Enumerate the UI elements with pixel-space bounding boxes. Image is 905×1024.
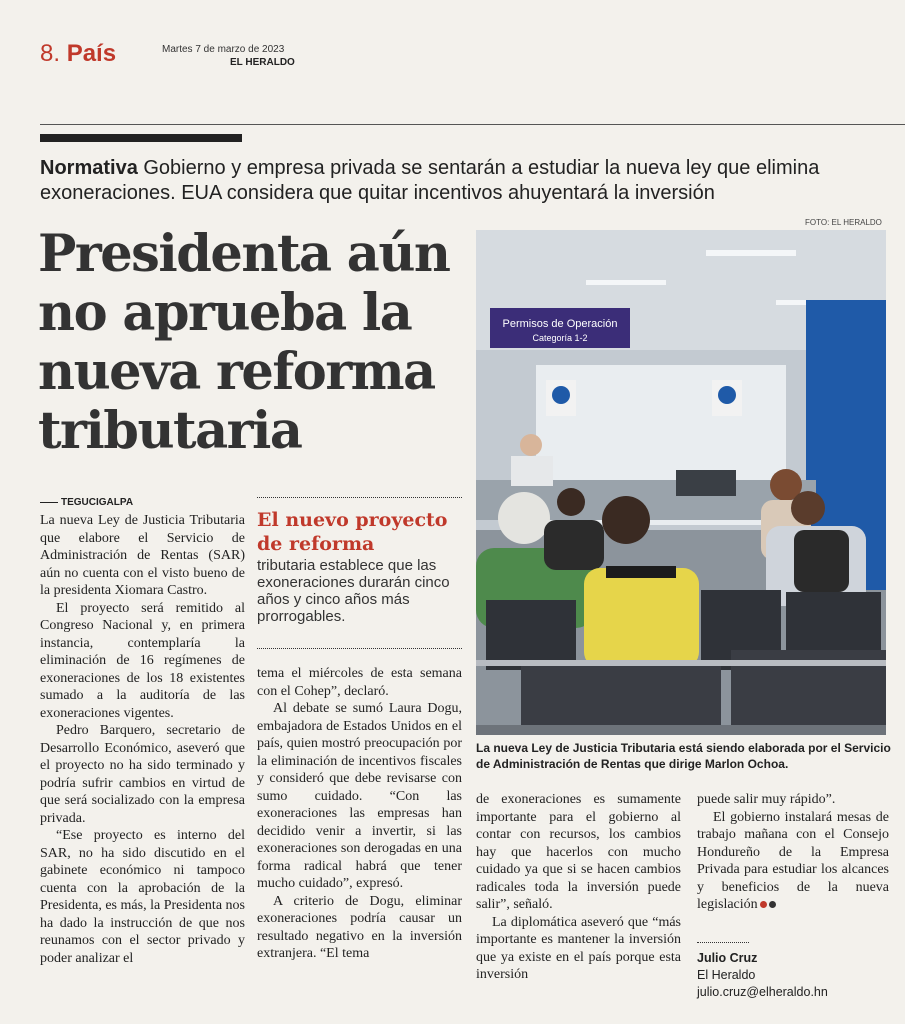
paragraph: de exoneraciones es sumamente importante para el gobierno al contar con recursos, los cambios hay que hacerlos con mucho cuidado ya que si se hacen cambios radicales toda la inversión puede salir”, señaló.	[476, 792, 681, 912]
paragraph: La nueva Ley de Justicia Tributaria que elabore el Servicio de Administración de Rentas (SAR) aún no cuenta con el visto bueno de la presidenta Xiomara Castro.	[40, 513, 245, 598]
paragraph: La diplomática aseveró que “más importante es mantener la inversión que ya existe en el país porque esta inversión	[476, 914, 681, 982]
kicker-text: Gobierno y empresa privada se sentarán a estudiar la nueva ley que elimina exoneraciones. EUA considera que quitar incentivos ahuyentará la inversión	[40, 157, 820, 204]
signature-rule	[697, 942, 749, 943]
end-mark-icon	[760, 901, 767, 908]
kicker	[40, 156, 890, 206]
body-column-4	[697, 791, 889, 914]
section-name: País	[66, 40, 117, 67]
paragraph: El proyecto será remitido al Congreso Nacional y, en primera instancia, contemplaría la eliminación de 16 regímenes de exoneraciones de los 18 existentes sumado a la auditoría de las exoneraciones vigentes.	[40, 600, 245, 721]
body-column-1	[40, 512, 245, 967]
sign-line-2: Categoría 1-2	[532, 333, 588, 343]
page-number: 8. País	[40, 40, 117, 67]
issue-date: Martes 7 de marzo de 2023	[162, 44, 285, 55]
sign-line-1: Permisos de Operación	[502, 318, 618, 330]
author-email: julio.cruz@elheraldo.hn	[697, 985, 828, 999]
paragraph: Pedro Barquero, secretario de Desarrollo Económico, aseveró que el proyecto no ha sido terminado y podría sufrir cambios en virtud de que será socializado con la empresa privada.	[40, 723, 245, 826]
sidebox-bottom-rule	[257, 648, 462, 649]
paragraph: tema el miércoles de esta semana con el Cohep”, declaró.	[257, 666, 462, 699]
paragraph: “Ese proyecto es interno del SAR, no ha sido discutido en el gabinete económico ni tampoco cuenta con la aprobación de la Presidenta, es más, la Presidenta nos ha dado la instrucción de que nos reunamos con el sector privado y poder analizar el	[40, 828, 245, 966]
photo-credit: FOTO: EL HERALDO	[805, 218, 882, 227]
body-column-2	[257, 665, 462, 963]
photo-caption: La nueva Ley de Justicia Tributaria está siendo elaborada por el Servicio de Administración de Rentas que dirige Marlon Ochoa.	[476, 741, 891, 771]
sidebox-text: tributaria establece que las exoneraciones durarán cinco años y cinco años más prorrogables.	[257, 557, 450, 625]
paragraph: A criterio de Dogu, eliminar exoneraciones podría causar un resultado negativo en la inversión extranjera. “El tema	[257, 893, 462, 961]
headline: Presidenta aún no aprueba la nueva reforma tributaria	[38, 224, 450, 461]
header-divider	[40, 124, 905, 125]
byline	[697, 950, 828, 1001]
sidebox-title: El nuevo proyecto de reforma	[257, 509, 448, 555]
paragraph: El gobierno instalará mesas de trabajo mañana con el Consejo Hondureño de la Empresa Privada para estudiar los alcances y beneficios de la nueva legislación	[697, 809, 889, 912]
news-photo	[476, 230, 886, 735]
body-column-3	[476, 791, 681, 984]
author-outlet: El Heraldo	[697, 968, 756, 982]
end-mark-icon	[769, 901, 776, 908]
section-bar	[40, 134, 242, 142]
kicker-label: Normativa	[40, 157, 138, 179]
sidebox-top-rule	[257, 497, 462, 498]
paragraph: puede salir muy rápido”.	[697, 792, 836, 807]
author-name: Julio Cruz	[697, 951, 758, 965]
dateline: TEGUCIGALPA	[40, 497, 133, 508]
paragraph: Al debate se sumó Laura Dogu, embajadora de Estados Unidos en el país, quien mostró preocupación por la eliminación de incentivos fiscales y consideró que debe revisarse con sumo cuidado. “Con las exoneraciones las empresas han decidido venir a invertir, si las exoneraciones son derogadas en una forma radical habrá que tener mucho cuidado”, expresó.	[257, 701, 462, 891]
newspaper-brand: EL HERALDO	[230, 57, 295, 68]
